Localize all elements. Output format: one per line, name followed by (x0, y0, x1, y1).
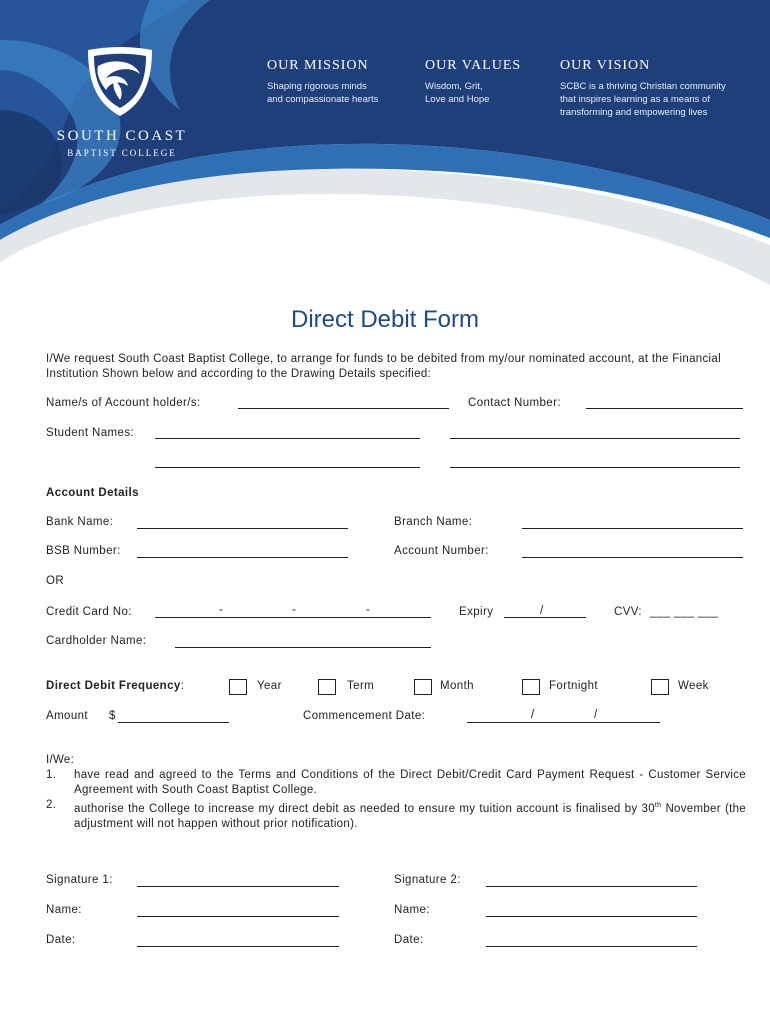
card-separator-2: - (292, 604, 297, 616)
vision-heading: OUR VISION (560, 58, 651, 73)
cvv-field[interactable]: ___ ___ ___ (650, 606, 719, 618)
signature2-label: Signature 2: (394, 874, 461, 886)
expiry-slash: / (540, 605, 544, 617)
frequency-option-week: Week (678, 680, 709, 692)
form-intro: I/We request South Coast Baptist College, to arrange for funds to be debited from my/our nominated account, at the Financial Institution Shown below and according to the Drawing Details specified: (46, 353, 721, 380)
name1-label: Name: (46, 904, 82, 916)
commencement-label: Commencement Date: (303, 710, 426, 722)
amount-field[interactable] (118, 722, 229, 723)
signature1-label: Signature 1: (46, 874, 113, 886)
account-holder-label: Name/s of Account holder/s: (46, 397, 201, 409)
college-name-line1: SOUTH COAST (56, 128, 188, 144)
credit-card-field[interactable] (155, 617, 431, 618)
bsb-label: BSB Number: (46, 545, 121, 557)
account-number-field[interactable] (522, 557, 743, 558)
card-separator-1: - (219, 604, 224, 616)
college-shield-logo (84, 44, 156, 120)
declaration-list (46, 753, 746, 832)
date-slash-2: / (594, 709, 598, 721)
iwe-label: I/We: (46, 754, 75, 766)
name2-field[interactable] (486, 916, 697, 917)
declaration-number: 2. (46, 799, 57, 811)
bank-name-label: Bank Name: (46, 516, 114, 528)
or-label: OR (46, 575, 65, 587)
student-name-field-3[interactable] (155, 467, 420, 468)
frequency-checkbox-year[interactable] (229, 679, 247, 695)
name1-field[interactable] (137, 916, 339, 917)
account-number-label: Account Number: (394, 545, 489, 557)
college-name-line2: BAPTIST COLLEGE (67, 148, 177, 158)
date-slash-1: / (531, 709, 535, 721)
commencement-date-field[interactable] (467, 722, 660, 723)
branch-name-label: Branch Name: (394, 516, 473, 528)
frequency-option-fortnight: Fortnight (549, 680, 598, 692)
account-holder-field[interactable] (238, 408, 449, 409)
student-name-field-4[interactable] (450, 467, 740, 468)
dollar-sign: $ (109, 710, 116, 722)
declaration-item-1 (46, 768, 746, 798)
values-block (425, 58, 521, 106)
frequency-label: Direct Debit Frequency: (46, 680, 185, 692)
mission-text: Shaping rigorous minds and compassionate hearts (267, 81, 379, 105)
date2-label: Date: (394, 934, 424, 946)
student-name-field-2[interactable] (450, 438, 740, 439)
branch-name-field[interactable] (522, 528, 743, 529)
bsb-field[interactable] (137, 557, 348, 558)
values-heading: OUR VALUES (425, 58, 522, 73)
date1-field[interactable] (137, 946, 339, 947)
bank-name-field[interactable] (137, 528, 348, 529)
cvv-label: CVV: (614, 606, 643, 618)
account-details-heading: Account Details (46, 487, 139, 499)
signature2-field[interactable] (486, 886, 697, 887)
frequency-checkbox-month[interactable] (414, 679, 432, 695)
signature1-field[interactable] (137, 886, 339, 887)
card-separator-3: - (366, 604, 371, 616)
mission-heading: OUR MISSION (267, 58, 369, 73)
date2-field[interactable] (486, 946, 697, 947)
form-title: Direct Debit Form (290, 306, 480, 333)
frequency-checkbox-fortnight[interactable] (522, 679, 540, 695)
credit-card-label: Credit Card No: (46, 606, 132, 618)
frequency-option-year: Year (257, 680, 282, 692)
student-name-field-1[interactable] (155, 438, 420, 439)
vision-text: SCBC is a thriving Christian community that inspires learning as a means of transforming and empowering lives (560, 81, 726, 118)
vision-block (560, 58, 726, 119)
expiry-field[interactable] (504, 617, 586, 618)
declaration-number: 1. (46, 769, 57, 781)
contact-number-label: Contact Number: (468, 397, 561, 409)
frequency-checkbox-week[interactable] (651, 679, 669, 695)
frequency-option-month: Month (440, 680, 474, 692)
frequency-checkbox-term[interactable] (318, 679, 336, 695)
amount-label: Amount (46, 710, 89, 722)
mission-block (267, 58, 378, 106)
declaration-text: have read and agreed to the Terms and Conditions of the Direct Debit/Credit Card Payment Request - Customer Service Agreement with South Coast Baptist College. (74, 769, 746, 796)
date1-label: Date: (46, 934, 76, 946)
contact-number-field[interactable] (586, 408, 743, 409)
college-name (52, 128, 192, 158)
declaration-text: authorise the College to increase my direct debit as needed to ensure my tuition account is finalised by 30th November (the adjustment will not happen without prior notification). (74, 802, 746, 830)
frequency-option-term: Term (347, 680, 375, 692)
name2-label: Name: (394, 904, 430, 916)
expiry-label: Expiry (459, 606, 494, 618)
cardholder-field[interactable] (175, 647, 431, 648)
declaration-item-2 (46, 798, 746, 832)
cardholder-label: Cardholder Name: (46, 635, 147, 647)
values-text: Wisdom, Grit, Love and Hope (425, 81, 490, 105)
student-names-label: Student Names: (46, 427, 135, 439)
header-banner (0, 0, 770, 300)
